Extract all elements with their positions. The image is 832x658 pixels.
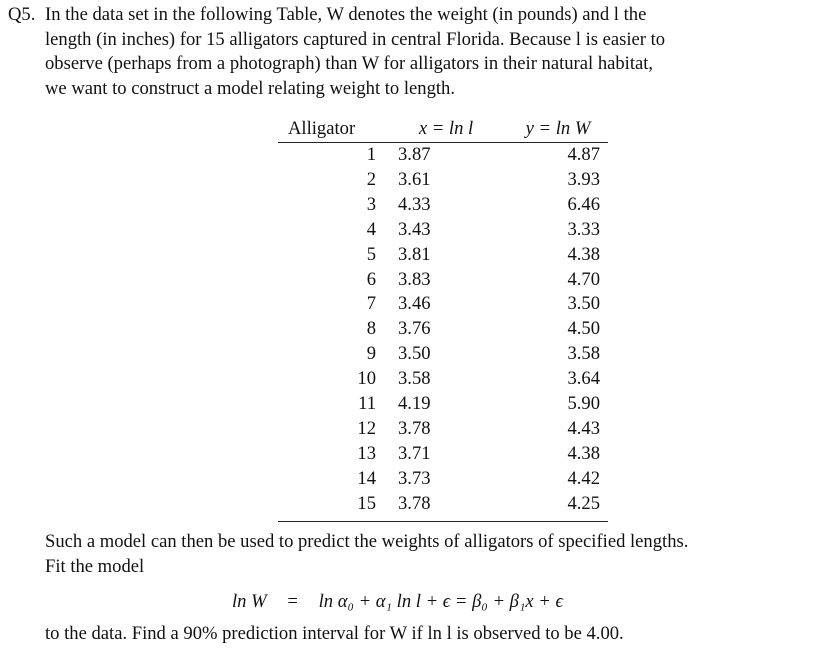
cell-y: 4.43: [567, 417, 600, 439]
question-number: Q5.: [8, 4, 36, 25]
question-after-table: [45, 530, 688, 579]
table-row: [278, 467, 608, 492]
cell-y: 4.25: [508, 492, 608, 521]
cell-x: 3.43: [398, 218, 431, 240]
cell-alligator: 6: [366, 268, 376, 290]
cell-y: 3.33: [567, 218, 600, 240]
table-row: [278, 218, 608, 243]
cell-x: 3.46: [398, 293, 431, 315]
cell-x: 3.81: [398, 243, 431, 265]
header-alligator: Alligator: [278, 116, 384, 143]
cell-alligator: 10: [357, 368, 376, 390]
cell-x: 3.83: [398, 268, 431, 290]
cell-alligator: 14: [357, 467, 376, 489]
cell-alligator: 4: [366, 218, 376, 240]
equation-rhs: ln α₀ + α₁ ln l + ϵ = β₀ + β₁x + ϵ: [318, 591, 563, 612]
cell-x: 3.73: [398, 467, 431, 489]
equation-equals: =: [287, 591, 298, 612]
table-row: [278, 143, 608, 168]
table-row: [278, 442, 608, 467]
cell-alligator: 11: [358, 393, 376, 415]
table-header-row: [278, 116, 608, 143]
equation-lhs: ln W: [232, 591, 267, 612]
cell-y: 3.64: [567, 368, 600, 390]
table-row: [278, 367, 608, 392]
cell-x: 4.19: [398, 393, 431, 415]
cell-x: 3.61: [398, 168, 431, 190]
cell-x: 3.87: [398, 144, 431, 165]
table-row: [278, 342, 608, 367]
cell-y: 5.90: [567, 393, 600, 415]
cell-alligator: 2: [366, 168, 376, 190]
cell-x: 3.71: [398, 442, 431, 464]
question-intro: [8, 3, 665, 101]
intro-line: length (in inches) for 15 alligators captured in central Florida. Because l is easier to: [45, 28, 666, 50]
model-equation: [232, 590, 563, 614]
cell-y: 4.38: [567, 243, 600, 265]
cell-y: 3.50: [567, 293, 600, 315]
table-row: [278, 317, 608, 342]
cell-alligator: 8: [366, 318, 376, 340]
header-y: y = ln W: [508, 116, 608, 143]
cell-x: 4.33: [398, 193, 431, 215]
intro-line: observe (perhaps from a photograph) than W for alligators in their natural habitat,: [45, 53, 654, 74]
cell-alligator: 12: [357, 417, 376, 439]
cell-y: 3.93: [567, 168, 600, 190]
table-row: [278, 392, 608, 417]
cell-y: 4.70: [567, 268, 600, 290]
cell-alligator: 5: [366, 243, 376, 265]
table-row: [278, 168, 608, 193]
after-line: Fit the model: [45, 555, 145, 577]
cell-y: 4.42: [567, 467, 600, 489]
cell-y: 4.87: [567, 144, 600, 165]
after-line: Such a model can then be used to predict the weights of alligators of specified lengths.: [45, 531, 689, 552]
table-row: [278, 492, 608, 521]
table-body: [278, 143, 608, 522]
cell-x: 3.78: [384, 492, 508, 521]
cell-alligator: 13: [357, 442, 376, 464]
cell-alligator: 7: [366, 293, 376, 315]
cell-y: 4.38: [567, 442, 600, 464]
intro-line: [8, 3, 665, 28]
cell-x: 3.78: [398, 417, 431, 439]
cell-alligator: 1: [366, 144, 376, 165]
cell-x: 3.58: [398, 368, 431, 390]
cell-y: 4.50: [567, 318, 600, 340]
table-row: [278, 292, 608, 317]
table-row: [278, 268, 608, 293]
alligator-data-table: [278, 116, 608, 522]
intro-line: we want to construct a model relating weight to length.: [45, 77, 455, 99]
table-row: [278, 417, 608, 442]
cell-x: 3.50: [398, 343, 431, 365]
table-row: [278, 243, 608, 268]
cell-y: 3.58: [567, 343, 600, 365]
cell-alligator: 15: [278, 492, 384, 521]
header-x: x = ln l: [384, 116, 508, 143]
cell-alligator: 3: [366, 193, 376, 215]
cell-y: 6.46: [567, 193, 600, 215]
table-row: [278, 193, 608, 218]
cell-alligator: 9: [366, 343, 376, 365]
intro-line-text: In the data set in the following Table, W denotes the weight (in pounds) and l the: [45, 4, 647, 25]
question-conclusion: to the data. Find a 90% prediction interval for W if ln l is observed to be 4.00.: [45, 623, 624, 644]
cell-x: 3.76: [398, 318, 431, 340]
